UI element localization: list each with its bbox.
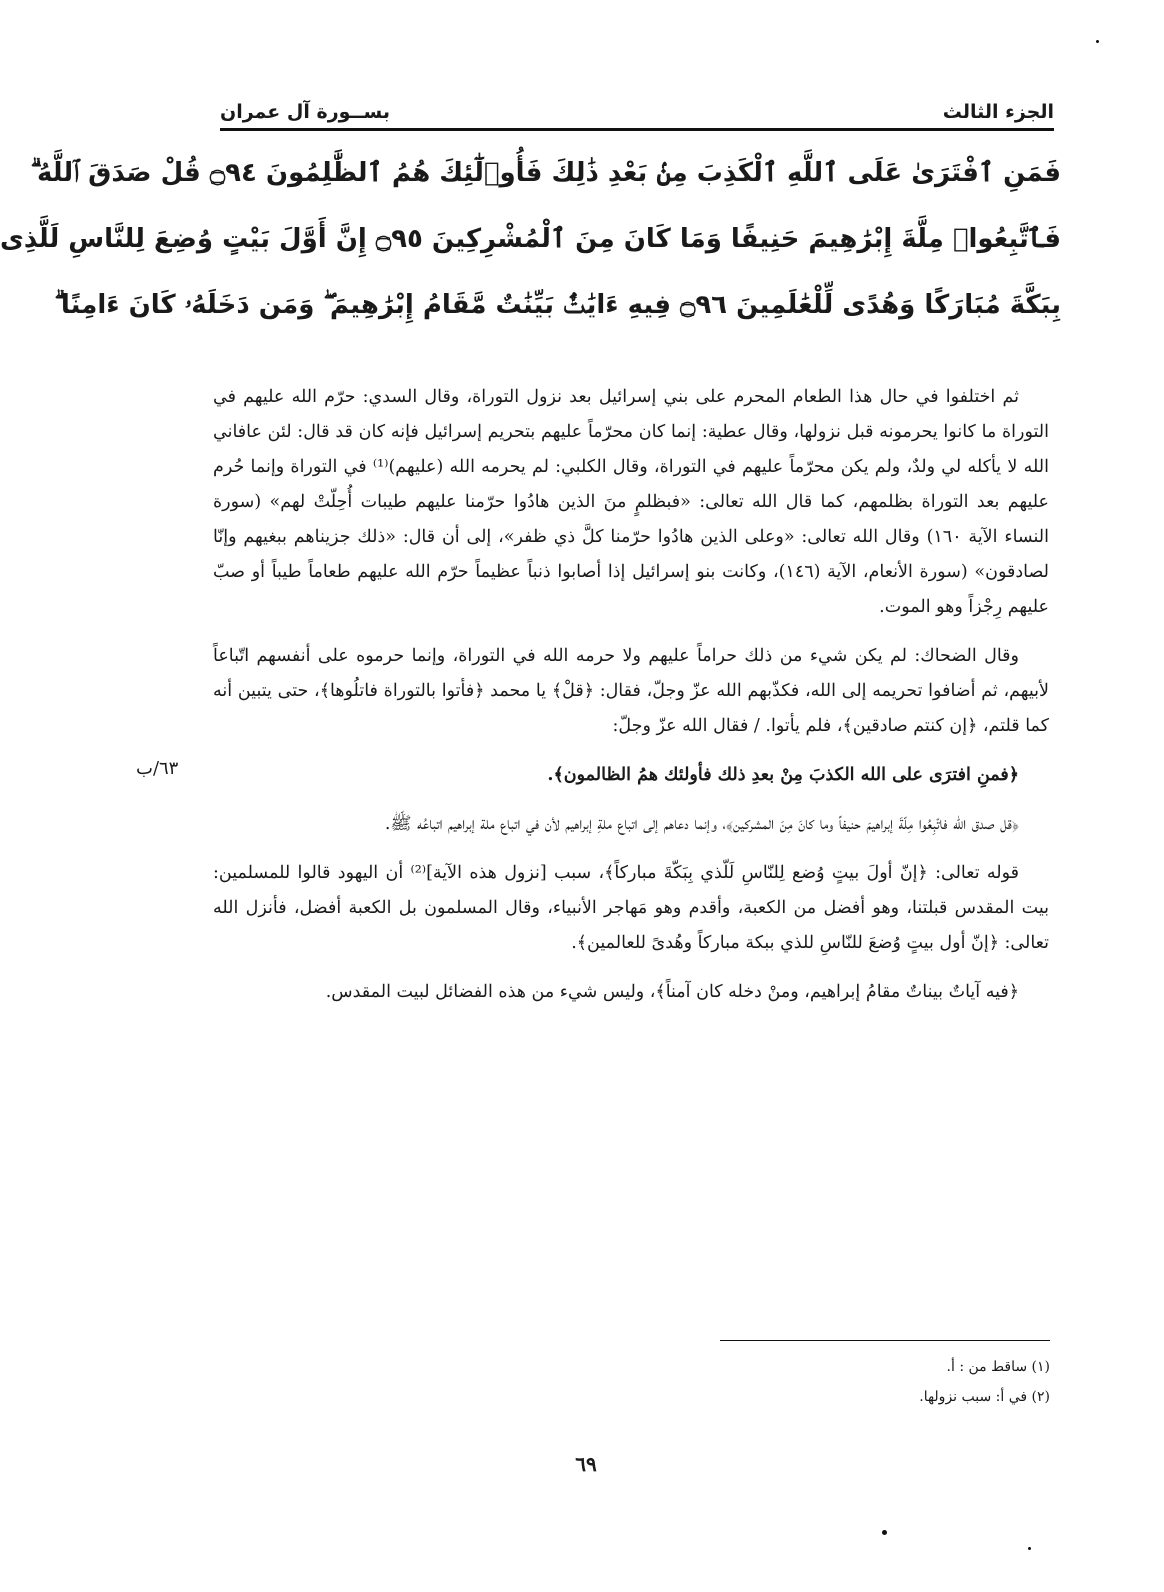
paragraph-2: وقال الضحاك: لم يكن شيء من ذلك حراماً عليهم ولا حرمه الله في التوراة، وإنما حرموه على أنفسهم اتّباعاً لأبيهم، ثم أضافوا تحريمه إلى الله، فكذّبهم الله عزّ وجلّ، فقال: ﴿قلْ﴾ يا محمد ﴿فأتوا بالتوراة فاتلُوها﴾، حتى يتبين أنه كما قلتم، ﴿إن كنتم صادقين﴾، فلم يأتوا. / فقال الله عزّ وجلّ: [213, 646, 1049, 736]
commentary-text [213, 380, 1049, 1024]
paragraph-6: ﴿فيه آياتٌ بيناتٌ مقامُ إبراهيم، ومنْ دخله كان آمناً﴾، وليس شيء من هذه الفضائل لبيت المقدس. [325, 982, 1019, 1002]
paragraph-3: ﴿فمنِ افترَى على الله الكذبَ مِنْ بعدِ ذلك فأولئك همُ الظالمون﴾. [547, 765, 1019, 785]
quran-verses-block [0, 140, 1061, 350]
footnote-1: (١) ساقط من : أ. [946, 1359, 1050, 1375]
paragraph-1: ثم اختلفوا في حال هذا الطعام المحرم على بني إسرائيل بعد نزول التوراة، وقال السدي: حرّم الله عليهم في التوراة ما كانوا يحرمونه قبل نزولها، وقال عطية: إنما كان محرّماً عليهم بتحريم إسرائيل فإنه كان قد قال: لئن عافاني الله لا يأكله لي ولدٌ، ولم يكن محرّماً عليهم في التوراة، وقال الكلبي: لم يحرمه الله (عليهم)⁽¹⁾ في التوراة وإنما حُرم عليهم بعد التوراة بظلمهم، كما قال الله تعالى: «فبظلمٍ منَ الذين هادُوا حرّمنا عليهم طيبات أُحِلّتْ لهم» (سورة النساء الآية ١٦٠) وقال الله تعالى: «وعلى الذين هادُوا حرّمنا كلَّ ذي ظفر»، إلى أن قال: «ذلك جزيناهم ببغيهم وإنّا لصادقون» (سورة الأنعام، الآية (١٤٦)، وكانت بنو إسرائيل إذا أصابوا ذنباً عظيماً حرّم الله عليهم طعاماً طيباً أو صبّ عليهم رِجْزاً وهو الموت. [213, 387, 1050, 617]
header-rule [220, 128, 1054, 131]
quran-line-2: فَٱتَّبِعُوا۟ مِلَّةَ إِبْرَٰهِيمَ حَنِيفًا وَمَا كَانَ مِنَ ٱلْمُشْرِكِينَ ۝٩٥ إِنَّ أَوَّلَ بَيْتٍ وُضِعَ لِلنَّاسِ لَلَّذِى [0, 224, 1061, 254]
paragraph-5: قوله تعالى: ﴿إنّ أولَ بيتٍ وُضع لِلنّاسِ لَلّذي بِبَكّةَ مباركاً﴾، سبب [نزول هذه الآية]⁽²⁾ أن اليهود قالوا للمسلمين: بيت المقدس قبلتنا، وهو أفضل من الكعبة، وأقدم وهو مَهاجر الأنبياء، وقال المسلمون بل الكعبة أفضل، فأنزل الله تعالى: ﴿إنّ أول بيتٍ وُضعَ للنّاسِ للذي ببكة مباركاً وهُدىً للعالمين﴾. [213, 863, 1049, 953]
header-surah-title: بســورة آل عمران [220, 101, 391, 123]
quran-line-3: بِبَكَّةَ مُبَارَكًا وَهُدًى لِّلْعَٰلَمِينَ ۝٩٦ فِيهِ ءَايَٰتٌۢ بَيِّنَٰتٌ مَّقَامُ إِبْرَٰهِيمَ ۖ وَمَن دَخَلَهُۥ كَانَ ءَامِنًا ۗ [54, 290, 1061, 320]
paragraph-4: ﴿قل صدق الله فاتّبِعُوا مِلّةَ إبراهيمَ حنيفاً وما كانَ مِنَ المشركين﴾، وإنما دعاهم إلى اتباع ملةِ إبراهيم لأن في اتباع ملة إبراهيم اتباعُه ﷺ. [384, 814, 1019, 834]
quran-line-1: فَمَنِ ٱفْتَرَىٰ عَلَى ٱللَّهِ ٱلْكَذِبَ مِنۢ بَعْدِ ذَٰلِكَ فَأُو۟لَٰٓئِكَ هُمُ ٱلظَّٰلِمُونَ ۝٩٤ قُلْ صَدَقَ ٱللَّهُ ۗ [30, 158, 1061, 188]
scan-speck [882, 1530, 887, 1535]
footnote-2: (٢) في أ: سبب نزولها. [919, 1389, 1050, 1405]
manuscript-folio-marker: ٦٣/ب [136, 758, 179, 779]
scan-speck [1028, 1547, 1031, 1550]
scan-speck [1096, 40, 1099, 43]
header-part-title: الجزء الثالث [942, 101, 1054, 123]
footnotes [608, 1352, 1050, 1412]
running-header [220, 92, 1054, 132]
page-number: ٦٩ [575, 1452, 597, 1476]
footnote-separator [720, 1340, 1050, 1341]
